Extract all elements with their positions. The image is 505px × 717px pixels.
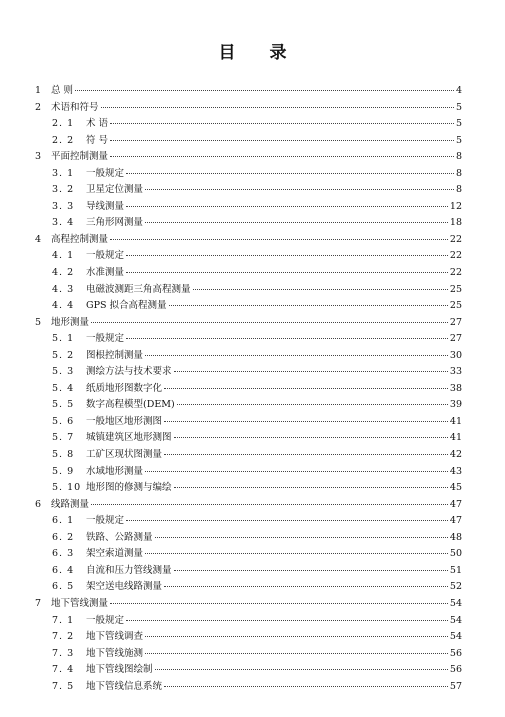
toc-entry-label: 一般规定 [86,167,125,179]
toc-entry-label: 架空送电线路测量 [86,581,163,593]
toc-entry-number: 3. 3 [52,200,75,212]
toc-entry-label: 测绘方法与技术要求 [86,366,172,378]
toc-entry-label: GPS 拟合高程测量 [86,300,167,312]
toc-entry-number: 4. 3 [52,283,75,295]
toc-chapter-entry[interactable] [35,99,462,116]
toc-entry-label: 术 语 [86,118,109,130]
toc-entry-label: 三角形网测量 [86,217,144,229]
toc-entry-number: 3. 4 [52,217,75,229]
dot-leader [174,570,448,571]
toc-entry-number: 7. 3 [52,647,75,659]
toc-section-entry[interactable] [35,330,462,347]
dot-leader [174,371,448,372]
toc-entry-page-number: 22 [449,233,462,245]
toc-entry-number: 7. 4 [52,664,75,676]
dot-leader [164,421,448,422]
dot-leader [145,471,448,472]
toc-section-entry[interactable] [35,264,462,281]
dot-leader [110,140,454,141]
toc-entry-page-number: 51 [449,564,462,576]
toc-section-entry[interactable] [35,429,462,446]
toc-entry-page-number: 27 [449,333,462,345]
dot-leader [110,156,454,157]
toc-entry-label: 自流和压力管线测量 [86,564,172,576]
toc-chapter-entry[interactable] [35,496,462,513]
dot-leader [145,222,448,223]
toc-entry-number: 5. 8 [52,449,75,461]
toc-section-entry[interactable] [35,165,462,182]
toc-chapter-entry[interactable] [35,231,462,248]
dot-leader [110,603,448,604]
toc-entry-label: 图根控制测量 [86,349,144,361]
toc-entry-label: 数字高程模型(DEM) [86,399,175,411]
toc-entry-label: 工矿区现状图测量 [86,449,163,461]
toc-entry-label: 地形图的修测与编绘 [86,482,172,494]
toc-entry-page-number: 39 [449,399,462,411]
toc-entry-label: 一般规定 [86,515,125,527]
dot-leader [145,653,448,654]
toc-entry-page-number: 48 [449,531,462,543]
toc-section-entry[interactable] [35,529,462,546]
toc-entry-label: 一般规定 [86,614,125,626]
toc-entry-page-number: 54 [449,631,462,643]
toc-section-entry[interactable] [35,380,462,397]
toc-entry-number: 3. 1 [52,167,75,179]
dot-leader [155,669,448,670]
dot-leader [126,255,448,256]
dot-leader [91,322,448,323]
toc-entry-label: 水域地形测量 [86,465,144,477]
toc-section-entry[interactable] [35,446,462,463]
dot-leader [110,239,448,240]
dot-leader [164,686,448,687]
toc-entry-number: 5. 4 [52,382,75,394]
dot-leader [145,553,448,554]
dot-leader [126,206,448,207]
toc-section-entry[interactable] [35,247,462,264]
toc-section-entry[interactable] [35,198,462,215]
toc-entry-label: 高程控制测量 [51,233,109,245]
toc-entry-number: 7. 2 [52,631,75,643]
dot-leader [126,620,448,621]
toc-entry-number: 2. 1 [52,118,75,130]
toc-entry-number: 5. 2 [52,349,75,361]
toc-entry-number: 6. 3 [52,548,75,560]
toc-entry-number: 4. 4 [52,300,75,312]
dot-leader [145,189,454,190]
toc-section-entry[interactable] [35,115,462,132]
toc-entry-page-number: 45 [449,482,462,494]
dot-leader [110,123,454,124]
toc-entry-label: 平面控制测量 [51,151,109,163]
toc-entry-page-number: 41 [449,415,462,427]
table-of-contents [35,82,462,694]
toc-entry-number: 6 [35,498,42,510]
toc-entry-label: 水准测量 [86,267,125,279]
toc-entry-page-number: 30 [449,349,462,361]
toc-entry-label: 城镇建筑区地形测图 [86,432,172,444]
toc-section-entry[interactable] [35,363,462,380]
toc-entry-page-number: 54 [449,614,462,626]
toc-section-entry[interactable] [35,545,462,562]
toc-chapter-entry[interactable] [35,314,462,331]
toc-section-entry[interactable] [35,281,462,298]
toc-entry-label: 一般地区地形测图 [86,415,163,427]
toc-entry-number: 5. 6 [52,415,75,427]
dot-leader [177,404,448,405]
dot-leader [101,107,454,108]
dot-leader [164,454,448,455]
toc-section-entry[interactable] [35,479,462,496]
toc-entry-number: 7. 1 [52,614,75,626]
toc-entry-number: 5. 10 [52,482,82,494]
toc-entry-number: 6. 5 [52,581,75,593]
toc-entry-label: 地下管线调查 [86,631,144,643]
toc-chapter-entry[interactable] [35,595,462,612]
toc-entry-label: 总 则 [51,85,74,96]
toc-entry-number: 7 [35,597,42,609]
toc-entry-page-number: 33 [449,366,462,378]
toc-entry-number: 6. 2 [52,531,75,543]
toc-entry-number: 2. 2 [52,134,75,146]
toc-section-entry[interactable] [35,396,462,413]
dot-leader [164,388,448,389]
toc-entry-label: 地下管线信息系统 [86,680,163,692]
toc-entry-label: 地下管线图绘制 [86,664,153,676]
toc-entry-number: 3 [35,151,42,163]
toc-entry-label: 导线测量 [86,200,125,212]
toc-entry-number: 5. 3 [52,366,75,378]
toc-entry-page-number: 12 [449,200,462,212]
toc-entry-page-number: 57 [449,680,462,692]
dot-leader [126,338,448,339]
dot-leader [126,272,448,273]
dot-leader [126,173,454,174]
page-title: 目 录 [218,43,301,63]
toc-section-entry[interactable] [35,578,462,595]
toc-entry-number: 5. 1 [52,333,75,345]
toc-section-entry[interactable] [35,297,462,314]
toc-entry-label: 地形测量 [51,316,90,328]
toc-entry-label: 符 号 [86,134,109,146]
toc-entry-page-number: 42 [449,449,462,461]
dot-leader [75,90,454,91]
dot-leader [193,289,448,290]
toc-section-entry[interactable] [35,347,462,364]
toc-entry-label: 术语和符号 [51,101,99,113]
dot-leader [169,305,448,306]
toc-entry-label: 卫星定位测量 [86,184,144,196]
toc-entry-number: 5. 9 [52,465,75,477]
toc-entry-number: 1 [35,85,42,96]
toc-entry-number: 6. 1 [52,515,75,527]
toc-section-entry[interactable] [35,463,462,480]
dot-leader [145,355,448,356]
toc-entry-page-number: 22 [449,267,462,279]
toc-chapter-entry[interactable] [35,82,462,99]
dot-leader [174,487,448,488]
toc-entry-number: 6. 4 [52,564,75,576]
toc-entry-number: 4 [35,233,42,245]
dot-leader [155,537,448,538]
toc-entry-number: 2 [35,101,42,113]
toc-entry-page-number: 22 [449,250,462,262]
toc-entry-label: 铁路、公路测量 [86,531,153,543]
dot-leader [145,636,448,637]
toc-entry-label: 一般规定 [86,333,125,345]
toc-entry-label: 纸质地形图数字化 [86,382,163,394]
toc-entry-page-number: 5 [455,101,462,113]
toc-entry-page-number: 5 [455,118,462,130]
toc-entry-page-number: 25 [449,300,462,312]
toc-entry-number: 5. 7 [52,432,75,444]
toc-entry-page-number: 47 [449,515,462,527]
dot-leader [164,586,448,587]
toc-section-entry[interactable] [35,181,462,198]
toc-entry-page-number: 54 [449,597,462,609]
toc-entry-page-number: 50 [449,548,462,560]
toc-entry-number: 5 [35,316,42,328]
toc-entry-page-number: 52 [449,581,462,593]
toc-entry-label: 地下管线施测 [86,647,144,659]
toc-entry-label: 架空索道测量 [86,548,144,560]
toc-section-entry[interactable] [35,661,462,678]
toc-section-entry[interactable] [35,678,462,695]
toc-entry-number: 4. 2 [52,267,75,279]
toc-entry-page-number: 47 [449,498,462,510]
toc-section-entry[interactable] [35,413,462,430]
toc-entry-page-number: 56 [449,647,462,659]
toc-section-entry[interactable] [35,612,462,629]
toc-entry-number: 5. 5 [52,399,75,411]
toc-entry-label: 电磁波测距三角高程测量 [86,283,191,295]
toc-entry-page-number: 8 [455,167,462,179]
toc-entry-number: 7. 5 [52,680,75,692]
toc-section-entry[interactable] [35,628,462,645]
toc-entry-number: 3. 2 [52,184,75,196]
toc-entry-page-number: 25 [449,283,462,295]
toc-section-entry[interactable] [35,214,462,231]
dot-leader [91,504,448,505]
toc-entry-page-number: 18 [449,217,462,229]
toc-entry-page-number: 5 [455,134,462,146]
toc-chapter-entry[interactable] [35,148,462,165]
toc-entry-page-number: 41 [449,432,462,444]
toc-entry-page-number: 8 [455,151,462,163]
toc-entry-label: 线路测量 [51,498,90,510]
dot-leader [126,520,448,521]
toc-entry-page-number: 8 [455,184,462,196]
toc-entry-label: 一般规定 [86,250,125,262]
dot-leader [174,437,448,438]
toc-entry-page-number: 27 [449,316,462,328]
toc-section-entry[interactable] [35,512,462,529]
toc-section-entry[interactable] [35,562,462,579]
toc-entry-page-number: 38 [449,382,462,394]
toc-section-entry[interactable] [35,645,462,662]
toc-entry-number: 4. 1 [52,250,75,262]
toc-entry-label: 地下管线测量 [51,597,109,609]
toc-entry-page-number: 43 [449,465,462,477]
toc-entry-page-number: 56 [449,664,462,676]
toc-section-entry[interactable] [35,132,462,149]
toc-entry-page-number: 4 [455,85,462,96]
